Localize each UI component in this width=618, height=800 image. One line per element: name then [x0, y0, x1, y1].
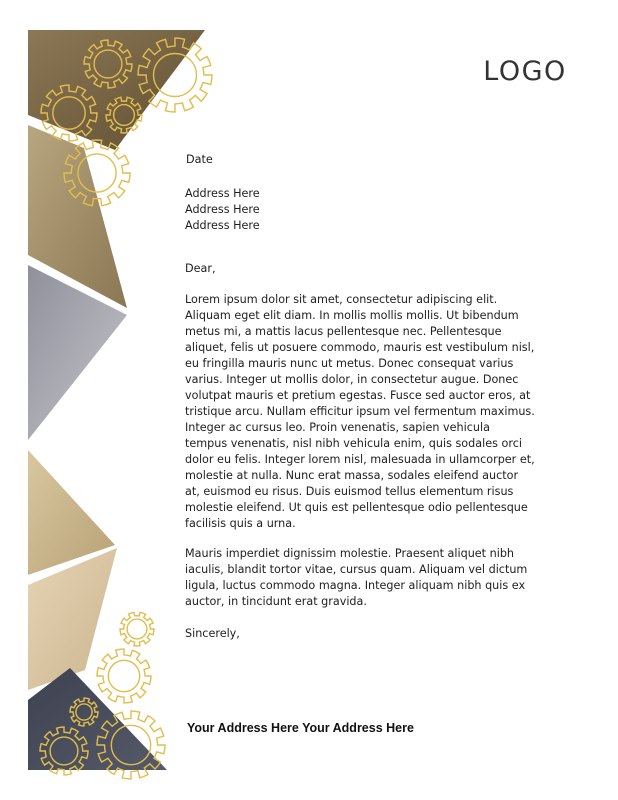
closing: Sincerely, — [185, 627, 240, 640]
body-paragraph-1: Lorem ipsum dolor sit amet, consectetur adipiscing elit. Aliquam eget elit diam. In mollis mollis mollis. Ut bibendum metus mi, a mattis lacus pellentesque nec. Pellentesque aliquet, felis ut posuere commodo, mauris est vestibulum nisl, eu fringilla mauris nunc ut metus. Donec consequat varius varius. Integer ut mollis dolor, in consectetur augue. Donec volutpat mauris et pretium egestas. Fusce sed auctor eros, at tristique arcu. Nullam efficitur ipsum vel fermentum maximus. Integer ac cursus leo. Proin venenatis, sapien vehicula tempus venenatis, nisl nibh vehicula enim, quis sodales orci dolor eu felis. Integer lorem nisl, malesuada in ullamcorper et, molestie at nulla. Nunc erat massa, sodales eleifend auctor at, euismod eu risus. Duis euismod tellus elementum risus molestie eleifend. Ut quis est pellentesque odio pellentesque facilisis quis a urna. — [185, 293, 535, 530]
gear-hub — [108, 660, 139, 691]
gear-icon — [97, 649, 151, 703]
address-line: Address Here — [185, 203, 260, 216]
date-field: Date — [186, 153, 213, 166]
body-paragraph-2: Mauris imperdiet dignissim molestie. Praesent aliquet nibh iaculis, blandit tortor vitae, cursus quam. Aliquam vel dictum ligula, luctus commodo magna. Integer aliquam nibh quis ex auctor, in tincidunt erat gravida. — [185, 547, 528, 608]
gear-icon — [120, 612, 154, 646]
gear-hub — [127, 619, 147, 639]
address-line: Address Here — [185, 219, 260, 232]
footer-address: Your Address Here Your Address Here — [187, 721, 414, 735]
recipient-address — [185, 186, 260, 234]
company-logo: LOGO — [483, 56, 567, 87]
address-line: Address Here — [185, 187, 260, 200]
gear-teeth — [120, 612, 154, 646]
gear-teeth — [97, 649, 151, 703]
salutation: Dear, — [185, 262, 216, 275]
